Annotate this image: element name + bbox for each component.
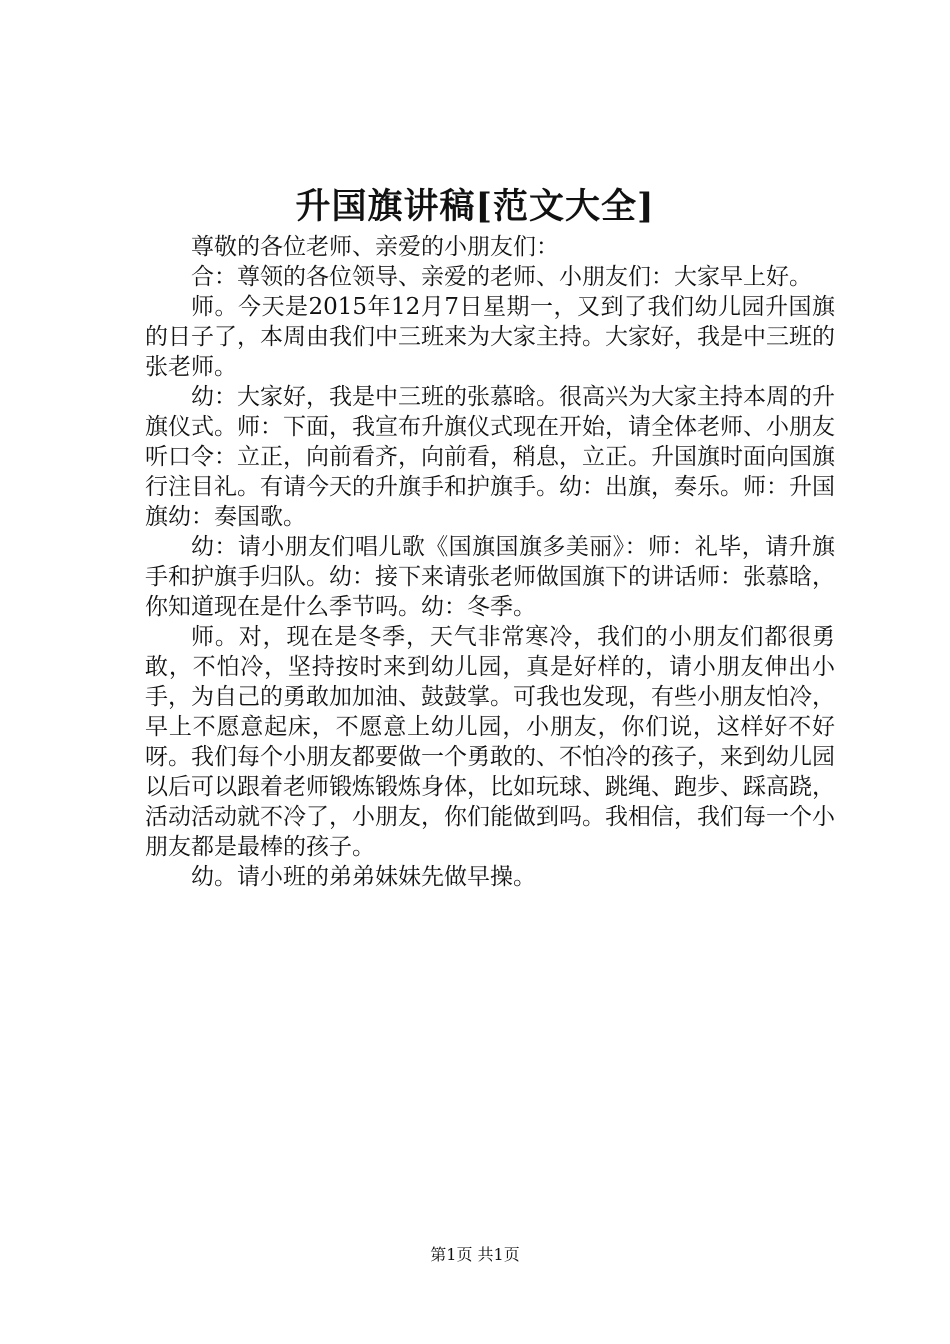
document-title: 升国旗讲稿[范文大全] (295, 186, 655, 227)
paragraph-speech: 师。对，现在是冬季，天气非常寒冷，我们的小朋友们都很勇敢，不怕冷，坚持按时来到幼儿园，真是好样的，请小朋友伸出小手，为自己的勇敢加加油、鼓鼓掌。可我也发现，有些小朋友怕冷，早上不愿意起床，不愿意上幼儿园，小朋友，你们说，这样好不好呀。我们每个小朋友都要做一个勇敢的、不怕冷的孩子，来到幼儿园以后可以跟着老师锻炼锻炼身体，比如玩球、跳绳、跑步、踩高跷，活动活动就不冷了，小朋友，你们能做到吗。我相信，我们每一个小朋友都是最棒的孩子。 (145, 624, 835, 860)
paragraph-closing: 幼。请小班的弟弟妹妹先做早操。 (191, 864, 536, 890)
paragraph-greeting: 尊敬的各位老师、亲爱的小朋友们： (191, 234, 559, 260)
document-body (145, 232, 835, 892)
page-footer: 第1页 共1页 (430, 1245, 520, 1264)
paragraph-child-intro: 幼：大家好，我是中三班的张慕晗。很高兴为大家主持本周的升旗仪式。师：下面，我宣布升旗仪式现在开始，请全体老师、小朋友听口令：立正，向前看齐，向前看，稍息，立正。升国旗时面向国旗行注目礼。有请今天的升旗手和护旗手。幼：出旗，奏乐。师：升国旗幼：奏国歌。 (145, 384, 835, 530)
paragraph-chorus: 合：尊领的各位领导、亲爱的老师、小朋友们：大家早上好。 (191, 264, 812, 290)
paragraph-song: 幼：请小朋友们唱儿歌《国旗国旗多美丽》：师：礼毕，请升旗手和护旗手归队。幼：接下来请张老师做国旗下的讲话师：张慕晗，你知道现在是什么季节吗。幼：冬季。 (145, 534, 835, 620)
paragraph-teacher-intro: 师。今天是2015年12月7日星期一，又到了我们幼儿园升国旗的日子了，本周由我们中三班来为大家主持。大家好，我是中三班的张老师。 (145, 294, 835, 380)
